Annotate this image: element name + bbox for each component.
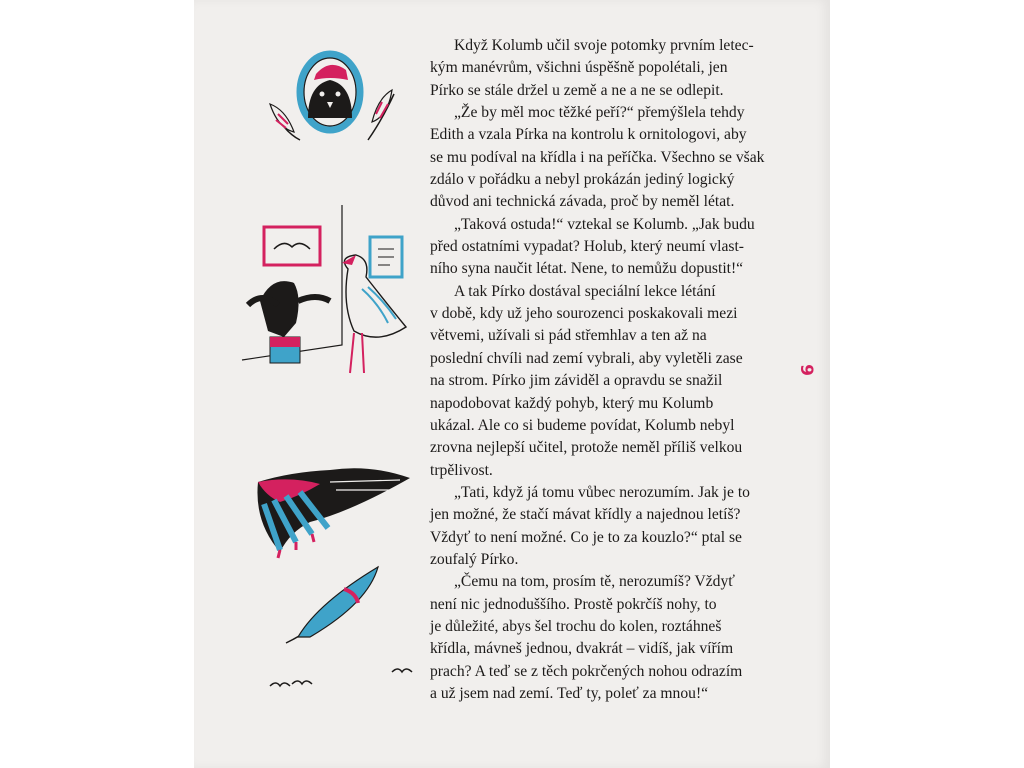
paragraph-2: „Že by měl moc těžké peří?“ přemýšlela tehdy Edith a vzala Pírka na kontrolu k ornitologovi, aby se mu podíval na křídla i na peříčka. Všechno se však zdálo v pořádku a nebyl prokázán jediný logický důvod ani technická závada, proč by neměl létat.: [430, 104, 765, 211]
book-page: [194, 0, 830, 768]
page-number: 9: [796, 364, 816, 376]
paragraph-1: Když Kolumb učil svoje potomky prvním letec- kým manévrům, všichni úspěšně popolétali, jen Pírko se stále držel u země a ne a ne se odlepit.: [430, 37, 754, 99]
framed-pigeon-portrait: [264, 40, 414, 150]
single-feather: [278, 563, 388, 653]
paragraph-6: „Čemu na tom, prosím tě, nerozumíš? Vždyť není nic jednoduššího. Prostě pokrčíš nohy, to je důležité, abys šel trochu do kolen, roztáhneš křídla, mávneš jednou, dvakrát – vidíš, jak vířím prach? A teď se z těch pokrčených nohou odrazím a už jsem nad zemí. Teď ty, poleť za mnou!“: [430, 573, 743, 702]
illustration-column: [194, 0, 434, 768]
story-text: [430, 35, 816, 705]
distant-birds: [268, 664, 418, 694]
paragraph-3: „Taková ostuda!“ vztekal se Kolumb. „Jak budu před ostatními vypadat? Holub, který neumí vlast- ního syna naučit létat. Nene, to nemůžu dopustit!“: [430, 215, 755, 278]
paragraph-5: „Tati, když já tomu vůbec nerozumím. Jak je to jen možné, že stačí mávat křídly a najednou letíš? Vždyť to není možné. Co je to za kouzlo?“ ptal se zoufalý Pírko.: [430, 483, 750, 568]
paragraph-4: A tak Pírko dostával speciální lekce létání v době, kdy už jeho sourozenci poskakovali mezi větvemi, užívali si pád střemhlav a ten až na poslední chvíli nad zemí vybrali, aby vyletěli zase na strom. Pírko jim záviděl a opravdu se snažil napodobovat každý pohyb, který mu Kolumb ukázal. Ale co si budeme povídat, Kolumb nebyl zrovna nejlepší učitel, protože neměl příliš velkou trpělivost.: [430, 282, 743, 479]
spread-wing: [250, 462, 420, 562]
pigeons-at-ornithologist: [238, 205, 428, 385]
